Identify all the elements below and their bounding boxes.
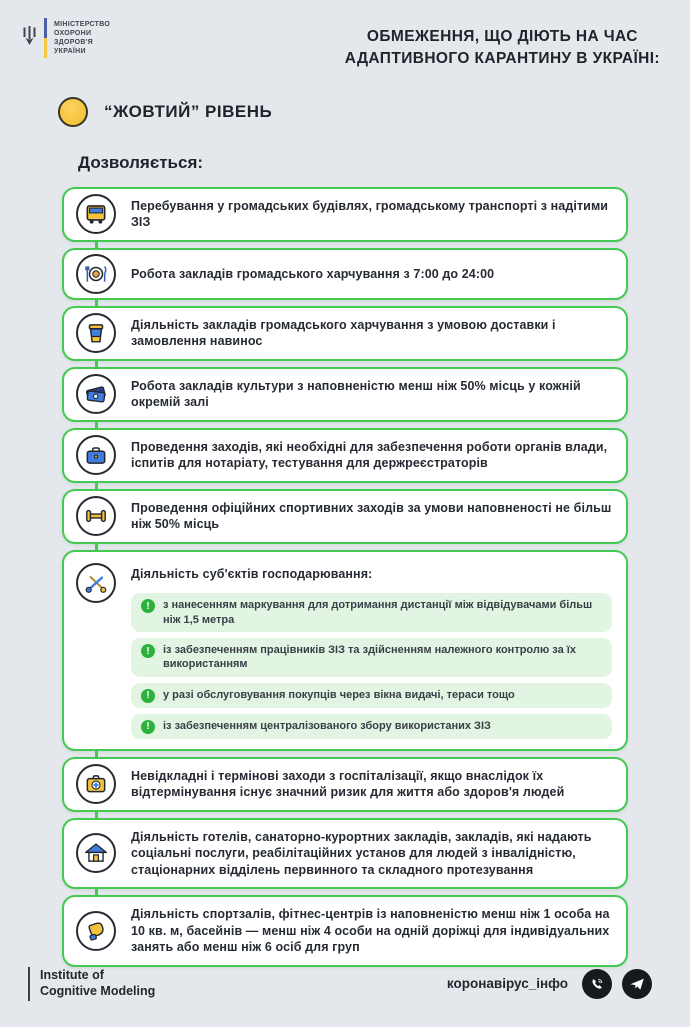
permission-text: Робота закладів культури з наповненістю менш ніж 50% місць у кожній окремій залі: [131, 378, 581, 410]
exclamation-icon: !: [141, 599, 155, 613]
house-icon: [76, 833, 116, 873]
permissions-list: [62, 187, 628, 967]
page-title: [345, 26, 660, 71]
business-conditions: [131, 561, 612, 739]
permission-card-transport: [62, 187, 628, 242]
institute-credit: [40, 968, 155, 999]
page-title-line1: ОБМЕЖЕННЯ, ЩО ДІЮТЬ НА ЧАС: [366, 28, 638, 45]
allowed-heading: Дозволяється:: [78, 152, 204, 172]
ministry-name: [54, 20, 110, 56]
institute-line2: Cognitive Modeling: [40, 983, 156, 998]
sub-condition: [131, 638, 612, 677]
footer-divider: [28, 967, 30, 1001]
permission-card-sports-events: [62, 489, 628, 544]
permission-card-hotels: [62, 818, 628, 890]
telegram-icon[interactable]: [622, 969, 652, 999]
header: [0, 0, 690, 71]
permission-card-business: [62, 550, 628, 751]
exclamation-icon: !: [141, 689, 155, 703]
sub-condition-text: із забезпеченням централізованого збору використаних ЗІЗ: [163, 719, 491, 732]
ministry-line: УКРАЇНИ: [54, 48, 86, 56]
takeaway-cup-icon: [76, 313, 116, 353]
boxing-glove-icon: [76, 911, 116, 951]
ministry-line: ЗДОРОВ'Я: [54, 39, 93, 46]
sub-condition-text: у разі обслуговування покупців через вікна видачі, тераси тощо: [163, 688, 515, 701]
scissors-icon: [76, 563, 116, 603]
ministry-line: ОХОРОНИ: [54, 29, 92, 37]
permission-title: Діяльність суб'єктів господарювання:: [131, 566, 373, 581]
footer-credit-block: [28, 967, 155, 1001]
briefcase-icon: [76, 435, 116, 475]
tickets-icon: [76, 374, 116, 414]
connector-line: [95, 751, 98, 757]
level-label: “ЖОВТИЙ” РІВЕНЬ: [104, 101, 273, 121]
social-channel-label: коронавірус_інфо: [446, 976, 568, 992]
ministry-logo: [22, 18, 110, 58]
restaurant-icon: [76, 254, 116, 294]
dumbbell-icon: [76, 496, 116, 536]
permission-text: Перебування у громадських будівлях, громадському транспорті з надітими ЗІЗ: [131, 198, 609, 230]
quarantine-level: [58, 97, 690, 127]
footer-social-block: [447, 969, 652, 999]
permission-text: Проведення заходів, які необхідні для забезпечення роботи органів влади, іспитів для нотаріату, тестування для держреєстраторів: [131, 439, 608, 471]
permission-text: Діяльність готелів, санаторно-курортних закладів, закладів, які надають соціальні послуги, реабілітаційних установ для людей з інвалідністю, стаціонарних відділень первинного та складного протезування: [131, 829, 592, 877]
sub-condition-text: з нанесенням маркування для дотримання дистанції між відвідувачами більш ніж 1,5 метра: [163, 599, 593, 626]
permission-card-government: [62, 428, 628, 483]
connector-line: [95, 812, 98, 818]
permission-text: Проведення офіційних спортивних заходів за умови наповненості не більш ніж 50% місць: [131, 500, 612, 532]
viber-icon[interactable]: [582, 969, 612, 999]
permission-card-hospitalization: [62, 757, 628, 812]
institute-line1: Institute of: [40, 968, 104, 982]
exclamation-icon: !: [141, 644, 155, 658]
permission-text: Діяльність спортзалів, фітнес-центрів із наповненістю менш ніж 1 особа на 10 кв. м, басейнів — менш ніж 4 особи на одній доріжці для індивідуальних занять або менш ніж 6 осіб для груп: [131, 907, 610, 955]
sub-condition: [131, 683, 612, 708]
permission-card-culture: [62, 367, 628, 422]
footer: [0, 967, 690, 1027]
flag-bar: [44, 18, 47, 58]
permission-text: Робота закладів громадського харчування з 7:00 до 24:00: [131, 266, 495, 281]
page-title-line2: АДАПТИВНОГО КАРАНТИНУ В УКРАЇНІ:: [344, 50, 660, 68]
exclamation-icon: !: [141, 720, 155, 734]
sub-condition: [131, 593, 612, 632]
permission-card-delivery: [62, 306, 628, 361]
sub-condition: [131, 714, 612, 739]
yellow-level-icon: [58, 97, 88, 127]
sub-condition-text: із забезпеченням працівників ЗІЗ та здійсненням належного контролю за їх використанням: [163, 644, 577, 671]
permission-card-gyms: [62, 895, 628, 967]
ministry-line: МІНІСТЕРСТВО: [54, 20, 111, 28]
trident-icon: [22, 26, 37, 51]
first-aid-kit-icon: [76, 764, 116, 804]
permission-card-catering-hours: [62, 248, 628, 300]
bus-icon: [76, 194, 116, 234]
permission-text: Невідкладні і термінові заходи з госпіталізації, якщо внаслідок їх відтермінування існує значний ризик для життя або здоров'я людей: [131, 768, 565, 800]
permission-text: Діяльність закладів громадського харчування з умовою доставки і замовлення навинос: [131, 317, 556, 349]
